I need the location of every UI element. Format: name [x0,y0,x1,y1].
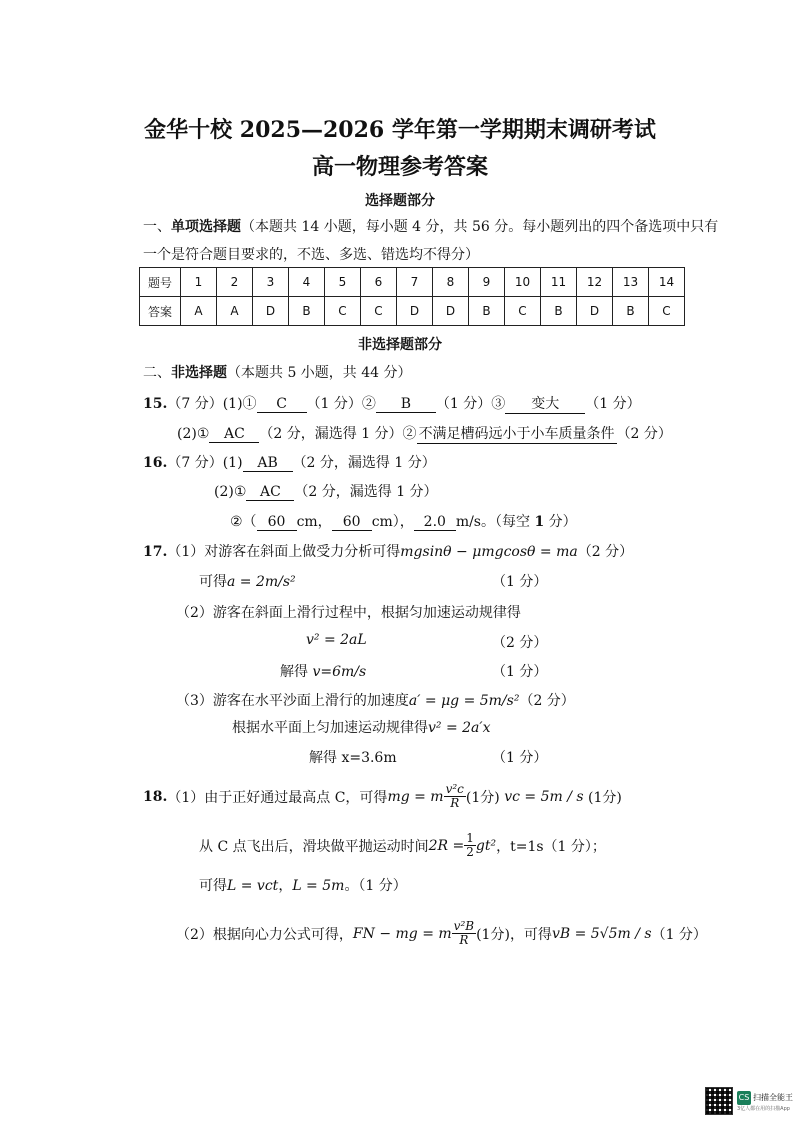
q18-l3-tail: 。（1 分） [344,878,407,894]
q17-l1-equation: mgsinθ − μmgcosθ = ma [400,544,578,560]
q15-points-1: （1 分）② [306,396,376,412]
q18-l2-numerator: 1 [466,831,474,845]
table-cell: D [577,297,613,326]
part2-prefix: 二、 [143,365,171,381]
q17-line5 [280,661,366,681]
q17-line6 [176,690,575,710]
q17-l1-text: （1）对游客在斜面上做受力分析可得 [167,544,401,560]
q18-l4-fraction [452,920,476,947]
part1-prefix: 一、 [143,219,171,235]
q17-number: 17. [143,544,168,560]
q17-l8-points: （1 分） [492,750,548,766]
q17-l4-equation: v² = 2aL [306,632,367,648]
q16-unit-3: cm， [296,514,332,530]
q18-l2-tail: ，t=1s（1 分）； [496,838,606,855]
q18-line4 [176,920,707,947]
part2-desc: （本题共 5 小题，共 44 分） [227,365,412,381]
q18-l3-eq-b: L = 5m [292,878,345,894]
q15-points-3: （1 分） [585,396,641,412]
q17-l6-text: （3）游客在水平沙面上滑行的加速度 [176,693,409,709]
q15-line2 [177,423,672,444]
q16-answer-5: 2.0 [414,514,456,531]
watermark-text-group [737,1091,793,1112]
q16-part3-label: ②（ [230,514,257,530]
table-cell: 4 [289,268,325,297]
q17-l7-text: 根据水平面上匀加速运动规律得 [232,720,428,736]
q16-line1 [143,452,436,472]
watermark-brand [737,1091,793,1105]
camscanner-logo-icon: CS [737,1091,751,1105]
q16-part1-label: （7 分）(1) [167,455,243,471]
table-cell: 1 [181,268,217,297]
q15-part1-label: （7 分）(1)① [167,396,257,412]
table-cell: 2 [217,268,253,297]
table-cell: B [289,297,325,326]
q16-points-1: （2 分，漏选得 1 分） [292,455,436,471]
document-subtitle: 高一物理参考答案 [311,154,488,180]
table-cell: 8 [433,268,469,297]
table-cell: 5 [325,268,361,297]
table-cell: 13 [613,268,649,297]
q18-l1-pts-b: (1分) [588,789,622,806]
part1-desc: （本题共 14 小题，每小题 4 分，共 56 分。每小题列出的四个备选项中只有 [241,219,719,235]
table-cell: A [217,297,253,326]
table-header-number: 题号 [140,268,181,297]
q16-number: 16. [143,455,168,471]
q16-unit-4: cm）， [371,514,414,530]
q18-l3-eq-a: L = vct [227,878,279,894]
q15-number: 15. [143,396,168,412]
q18-l1-denominator: R [450,796,460,811]
q15-points-4: （2 分，漏选得 1 分）② [259,426,417,442]
table-cell: 6 [361,268,397,297]
q17-l2-equation: a = 2m/s² [227,574,296,590]
watermark-subtitle: 3亿人都在用的扫描App [737,1105,790,1112]
table-cell: B [541,297,577,326]
q15-points-5: （2 分） [616,426,672,442]
q17-line2 [199,571,296,591]
document-title: 金华十校 2025—2026 学年第一学期期末调研考试 [144,117,656,143]
qr-code-icon [705,1087,733,1115]
q15-line1 [143,393,641,414]
table-cell: 14 [649,268,685,297]
part1-heading-line [143,216,718,236]
q18-l1-fraction [444,783,466,810]
q18-l4-pts-a: (1分) [476,926,510,943]
q18-l3-mid: ， [278,878,293,894]
q18-l4-text: （2）根据向心力公式可得， [176,926,353,943]
q16-bold-number: 1 [534,514,545,530]
table-cell: 11 [541,268,577,297]
table-cell: C [649,297,685,326]
q16-line2 [214,481,438,501]
q18-l4-numerator: v²B [453,919,475,933]
q15-answer-1: C [257,396,307,413]
q18-l1-eq-b: vc = 5m / s [504,788,584,805]
q16-line3 [230,511,577,531]
q17-line3: （2）游客在斜面上滑行过程中，根据匀加速运动规律得 [176,605,521,621]
q18-l4-eq-a: FN − mg = m [352,925,452,942]
q16-unit-5: m/s。（每空 [455,514,535,530]
part2-heading-line [143,362,412,382]
q15-answer-5: 不满足槽码远小于小车质量条件 [417,423,617,444]
table-cell: B [613,297,649,326]
q18-l4-mid: ，可得 [509,926,552,943]
q16-answer-4: 60 [332,514,372,531]
q16-answer-3: 60 [257,514,297,531]
q16-answer-1: AB [243,455,293,472]
q17-l6-equation: a′ = μg = 5m/s² [408,693,520,709]
q17-l7-equation: v² = 2a′x [428,720,491,736]
q15-points-2: （1 分）③ [435,396,506,412]
table-cell: D [397,297,433,326]
q18-number: 18. [143,788,168,805]
q16-tail: 分） [544,514,577,530]
table-row-numbers [140,268,685,297]
q18-l2-denominator: 2 [466,845,474,860]
q18-l2-text: 从 C 点飞出后，滑块做平抛运动时间 [199,838,429,855]
q18-l3-text: 可得 [199,878,227,894]
section-heading-choice: 选择题部分 [365,193,435,209]
q18-l2-eq-b: gt² [475,837,497,854]
q18-l4-pts-b: （1 分） [651,926,707,943]
q18-line3 [199,875,407,895]
q18-l4-eq-b: vB = 5√5m / s [551,925,652,942]
table-cell: A [181,297,217,326]
section-heading-nonchoice: 非选择题部分 [358,337,442,353]
scanner-watermark [705,1083,795,1119]
q17-l2-text: 可得 [199,574,227,590]
table-cell: D [253,297,289,326]
table-cell: C [325,297,361,326]
watermark-name: 扫描全能王 [753,1093,793,1102]
q18-line2 [199,832,606,859]
table-header-answer: 答案 [140,297,181,326]
answer-table [139,267,685,326]
table-cell: C [361,297,397,326]
q17-l5-text: 解得 [280,664,308,680]
part1-heading: 单项选择题 [171,219,241,235]
q17-l4-points: （2 分） [492,635,548,651]
table-cell: B [469,297,505,326]
q18-line1 [143,783,622,810]
table-row-answers [140,297,685,326]
q18-l2-eq-a: 2R = [428,837,465,854]
q16-answer-2: AC [246,484,294,501]
q16-points-2: （2 分，漏选得 1 分） [294,484,438,500]
q17-l5-points: （1 分） [492,664,548,680]
q15-answer-3: 变大 [505,393,585,414]
part2-heading: 非选择题 [171,365,227,381]
table-cell: 7 [397,268,433,297]
table-cell: 9 [469,268,505,297]
q18-l4-denominator: R [459,933,469,948]
table-cell: 3 [253,268,289,297]
table-cell: D [433,297,469,326]
q17-line7 [232,717,490,737]
part1-desc-line2: 一个是符合题目要求的，不选、多选、错选均不得分） [143,247,479,263]
q18-l1-text: （1）由于正好通过最高点 C，可得 [167,789,388,806]
q18-l1-pts-a: (1分) [465,789,500,806]
q18-l1-eq-a: mg = m [387,788,444,805]
table-cell: C [505,297,541,326]
q18-l2-fraction [464,832,476,859]
q15-answer-2: B [376,396,436,413]
q17-l1-points: （2 分） [577,544,634,560]
q17-l6-points: （2 分） [519,693,575,709]
q15-part2-label: (2)① [177,426,210,442]
q17-l2-points: （1 分） [492,574,548,590]
table-cell: 12 [577,268,613,297]
q15-answer-4: AC [209,426,259,443]
q16-part2-label: (2)① [214,484,247,500]
q18-l1-numerator: v²c [445,782,464,796]
q17-l5-equation: v=6m/s [312,664,367,680]
q17-l8-text: 解得 x=3.6m [309,750,397,766]
table-cell: 10 [505,268,541,297]
q17-line1 [143,541,633,561]
